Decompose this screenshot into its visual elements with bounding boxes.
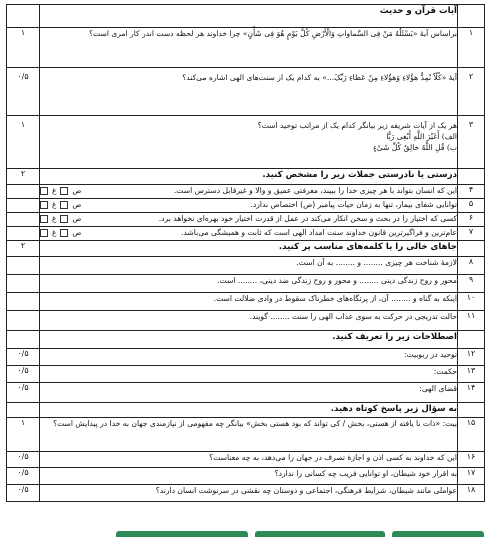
score-cell [7, 199, 40, 213]
question-text: عام‌ترین و فراگیرترین قانون خداوند سنت امداد الهی است که ثابت و همیشگی می‌باشد. [181, 228, 457, 237]
section-score: ۲ [7, 241, 40, 257]
false-label: غ [52, 214, 57, 223]
question-number: ۱۸ [458, 485, 485, 502]
question-number: ۹ [458, 275, 485, 293]
false-checkbox[interactable] [40, 201, 48, 209]
question-text: حالت تدریجی در حرکت به سوی عذاب الهی را سنت ........ گویند. [40, 311, 458, 331]
false-label: غ [52, 186, 57, 195]
score-cell [7, 5, 40, 28]
score-cell [7, 293, 40, 311]
true-checkbox[interactable] [60, 229, 68, 237]
option-b: ب) قُلِ اللَّهُ خالِقُ کُلِّ شَیْءٍ [373, 143, 457, 152]
true-false-checks [40, 185, 81, 196]
row-number [458, 403, 485, 418]
section-header [40, 5, 458, 28]
question-text: کسی که اختیار را در بحث و سخن انکار می‌کند در عمل از قدرت اختیار خود بهره‌ای نخواهد برد. [158, 214, 457, 223]
false-label: غ [52, 228, 57, 237]
section-title: درستی یا نادرستی جملات زیر را مشخص کنید. [262, 170, 457, 180]
true-label: ص [72, 200, 82, 209]
score-cell [7, 213, 40, 227]
exam-table [6, 4, 485, 502]
false-checkbox[interactable] [40, 215, 48, 223]
question-text: حکمت: [40, 366, 458, 383]
question-number: ۳ [458, 116, 485, 169]
question-text: بیت: «ذات نا یافته از هستی، بخش / کی تواند که بود هستی بخش» بیانگر چه مفهومی از نیازمندی جهان به خدا در پیدایش است؟ [40, 418, 458, 452]
option-a: الف) أَغَیْرَ اللَّهِ أَبْغِی رَبًّا [386, 132, 457, 141]
bottom-tab-bar [255, 531, 385, 537]
question-score: ۰/۵ [7, 468, 40, 485]
bottom-tab-bar [116, 531, 248, 537]
question-number: ۱۵ [458, 418, 485, 452]
question-text: عواملی مانند شیطان، شرایط فرهنگی، اجتماعی و دوستان چه نقشی در سرنوشت انسان دارند؟ [40, 485, 458, 502]
true-label: ص [72, 228, 82, 237]
section-header [40, 331, 458, 349]
section-header [40, 241, 458, 257]
question-number: ۵ [458, 199, 485, 213]
question-score: ۰/۵ [7, 485, 40, 502]
question-score: ۰/۵ [7, 383, 40, 403]
question-number: ۱۰ [458, 293, 485, 311]
question-score: ۰/۵ [7, 68, 40, 116]
score-cell [7, 185, 40, 199]
row-number [458, 331, 485, 349]
section-header [40, 403, 458, 418]
false-checkbox[interactable] [40, 229, 48, 237]
score-cell [7, 311, 40, 331]
score-cell [7, 275, 40, 293]
true-label: ص [72, 186, 82, 195]
score-cell [7, 403, 40, 418]
question-number: ۲ [458, 68, 485, 116]
question-text: این که انسان بتواند با هر چیزی خدا را ببیند، معرفتی عمیق و والا و غیرقابل دسترس است. [173, 186, 457, 195]
question-text: به اقرار خود شیطان، او توانایی فریب چه کسانی را ندارد؟ [40, 468, 458, 485]
true-false-checks [40, 199, 81, 210]
row-number [458, 169, 485, 185]
section-score: ۲ [7, 169, 40, 185]
question-text: هر یک از آیات شریفه زیر بیانگر کدام یک از مراتب توحید است؟ الف) أَغَیْرَ اللَّهِ أَبْغِی رَبًّا ب) قُلِ اللَّهُ خالِقُ کُلِّ شَیْءٍ [40, 116, 458, 169]
question-score: ۰/۵ [7, 349, 40, 366]
question-score: ۱ [7, 418, 40, 452]
question-number: ۱۴ [458, 383, 485, 403]
question-number: ۸ [458, 257, 485, 275]
question-number: ۱ [458, 28, 485, 68]
question-number: ۱۳ [458, 366, 485, 383]
question-number: ۱۲ [458, 349, 485, 366]
section-title: آیات قرآن و حدیث [379, 6, 457, 16]
question-score: ۰/۵ [7, 366, 40, 383]
row-number [458, 241, 485, 257]
question-number: ۱۶ [458, 452, 485, 468]
true-label: ص [72, 214, 82, 223]
true-false-checks [40, 227, 81, 238]
row-number [458, 5, 485, 28]
section-title: جاهای خالی را با کلمه‌های مناسب پر کنید. [278, 242, 457, 252]
true-checkbox[interactable] [60, 215, 68, 223]
question-number: ۱۱ [458, 311, 485, 331]
score-cell [7, 331, 40, 349]
question-text: این که خداوند به کسی اذن و اجازهٔ تصرف در جهان را می‌دهد، به چه معناست؟ [40, 452, 458, 468]
question-score: ۱ [7, 28, 40, 68]
question-number: ۱۷ [458, 468, 485, 485]
question-number: ۷ [458, 227, 485, 241]
section-title: به سؤال زیر پاسخ کوتاه دهید. [330, 404, 457, 414]
true-false-checks [40, 213, 81, 224]
question-text: توحید در ربوبیت: [40, 349, 458, 366]
question-text: قضای الهی: [40, 383, 458, 403]
question-text: براساس آیهٔ «یَسْئَلُهُ مَنْ فِی السَّماواتِ وَالْأَرْضِ کُلَّ یَوْمٍ هُوَ فِی شَأْنٍ» چرا خداوند هر لحظه دست اندر کار امری است؟ [40, 28, 458, 68]
score-cell [7, 227, 40, 241]
question-text: توانایی شفای بیمار، تنها به زمان حیات پیامبر (ص) اختصاص ندارد. [250, 200, 457, 209]
score-cell [7, 257, 40, 275]
false-checkbox[interactable] [40, 187, 48, 195]
question-score: ۰/۵ [7, 452, 40, 468]
section-header [40, 169, 458, 185]
question-number: ۶ [458, 213, 485, 227]
question-score: ۱ [7, 116, 40, 169]
question-number: ۴ [458, 185, 485, 199]
true-checkbox[interactable] [60, 201, 68, 209]
question-text: آیهٔ «کُلّاً نُمِدُّ هؤُلاءِ وَهؤُلاءِ مِنْ عَطاءِ رَبِّکَ...» به کدام یک از سنت‌های الهی اشاره می‌کند؟ [40, 68, 458, 116]
question-text: لازمهٔ شناخت هر چیزی ........ و ........ به آن است. [40, 257, 458, 275]
bottom-tab-bar [392, 531, 484, 537]
section-title: اصطلاحات زیر را تعریف کنید. [332, 332, 457, 342]
question-text: محور و روح زندگی دینی ........ و محور و روح زندگی ضد دینی، ........ است. [40, 275, 458, 293]
question-text: اینکه به گناه و ........ آن، از پرتگاه‌های خطرناک سقوط در وادی ضلالت است. [40, 293, 458, 311]
true-checkbox[interactable] [60, 187, 68, 195]
false-label: غ [52, 200, 57, 209]
